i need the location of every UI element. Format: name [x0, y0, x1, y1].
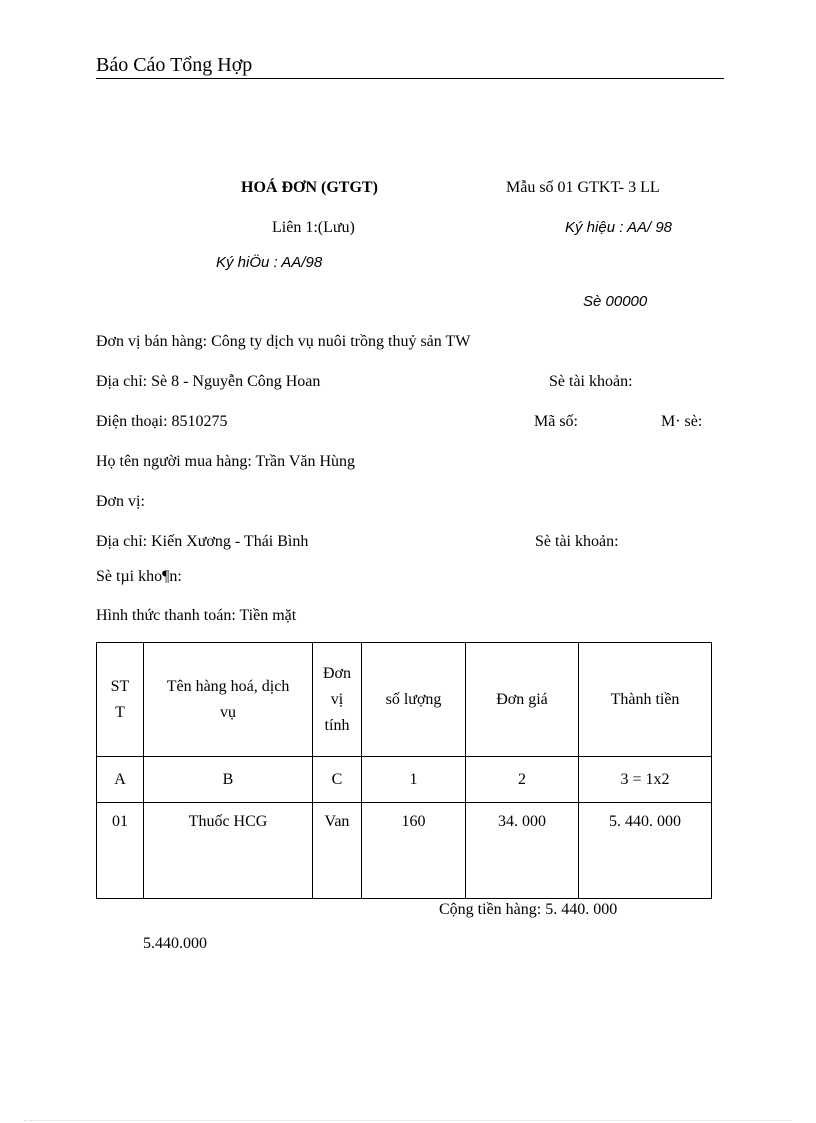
- header-amount: Thành tiền: [579, 643, 712, 757]
- row-quantity: 160: [362, 803, 466, 899]
- header-unit: [313, 643, 362, 757]
- total-label: Cộng tiền hàng: 5. 440. 000: [439, 901, 618, 918]
- header-item-name-line1: Tên hàng hoá, dịch: [166, 677, 290, 695]
- total-value: 5.440.000: [143, 935, 207, 952]
- buyer-name: Họ tên người mua hàng: Trần Văn Hùng: [96, 453, 356, 470]
- header-item-name: [144, 643, 313, 757]
- header-stt-line2: T: [115, 703, 125, 721]
- buyer-address: Địa chỉ: Kiến Xương - Thái Bình: [96, 533, 309, 550]
- header-stt-line1: ST: [110, 677, 130, 695]
- invoice-symbol-left: Ký hiÖu : AA/98: [216, 254, 323, 271]
- invoice-title: HOÁ ĐƠN (GTGT): [241, 179, 378, 196]
- header-unit-price: Đơn giá: [466, 643, 579, 757]
- invoice-copy-label: Liên 1:(Lưu): [272, 219, 355, 236]
- header-quantity: số lượng: [362, 643, 466, 757]
- seller-account: Sè tài khoản:: [549, 373, 633, 390]
- header-unit-line3: tính: [324, 716, 350, 734]
- row-amount: 5. 440. 000: [579, 803, 712, 899]
- header-unit-line1: Đơn: [322, 664, 351, 682]
- page-header-title: Báo Cáo Tổng Hợp: [96, 54, 253, 76]
- invoice-symbol-right: Ký hiệu : AA/ 98: [565, 219, 673, 236]
- table-row: [97, 803, 712, 899]
- seller-address: Địa chỉ: Sè 8 - Nguyễn Công Hoan: [96, 373, 321, 390]
- row-unit: Van: [313, 803, 362, 899]
- page-bottom-divider: [24, 1120, 792, 1121]
- buyer-unit: Đơn vị:: [96, 493, 145, 510]
- payment-method: Hình thức thanh toán: Tiền mặt: [96, 607, 297, 624]
- seller-tax-code: Mã số:: [534, 413, 578, 430]
- invoice-items-table: [96, 642, 712, 899]
- row-unit-price: 34. 000: [466, 803, 579, 899]
- seller-phone: Điện thoại: 8510275: [96, 413, 228, 430]
- code-cell: 2: [466, 757, 579, 803]
- code-cell: A: [97, 757, 144, 803]
- code-cell: 3 = 1x2: [579, 757, 712, 803]
- invoice-form-number: Mẫu số 01 GTKT- 3 LL: [506, 179, 660, 196]
- buyer-account-2: Sè tµi kho¶n:: [96, 568, 182, 585]
- header-unit-line2: vị: [330, 690, 344, 708]
- header-stt: [97, 643, 144, 757]
- table-code-row: [97, 757, 712, 803]
- seller-unit: Đơn vị bán hàng: Công ty dịch vụ nuôi trồng thuỷ sản TW: [96, 333, 471, 350]
- code-cell: C: [313, 757, 362, 803]
- header-rule: [96, 78, 724, 79]
- header-item-name-line2: vụ: [220, 703, 236, 721]
- row-stt: 01: [97, 803, 144, 899]
- code-cell: 1: [362, 757, 466, 803]
- table-header-row: [97, 643, 712, 757]
- seller-code2: M· sè:: [661, 413, 703, 430]
- buyer-account: Sè tài khoản:: [535, 533, 619, 550]
- row-item-name: Thuốc HCG: [144, 803, 313, 899]
- invoice-number: Sè 00000: [583, 293, 648, 310]
- code-cell: B: [144, 757, 313, 803]
